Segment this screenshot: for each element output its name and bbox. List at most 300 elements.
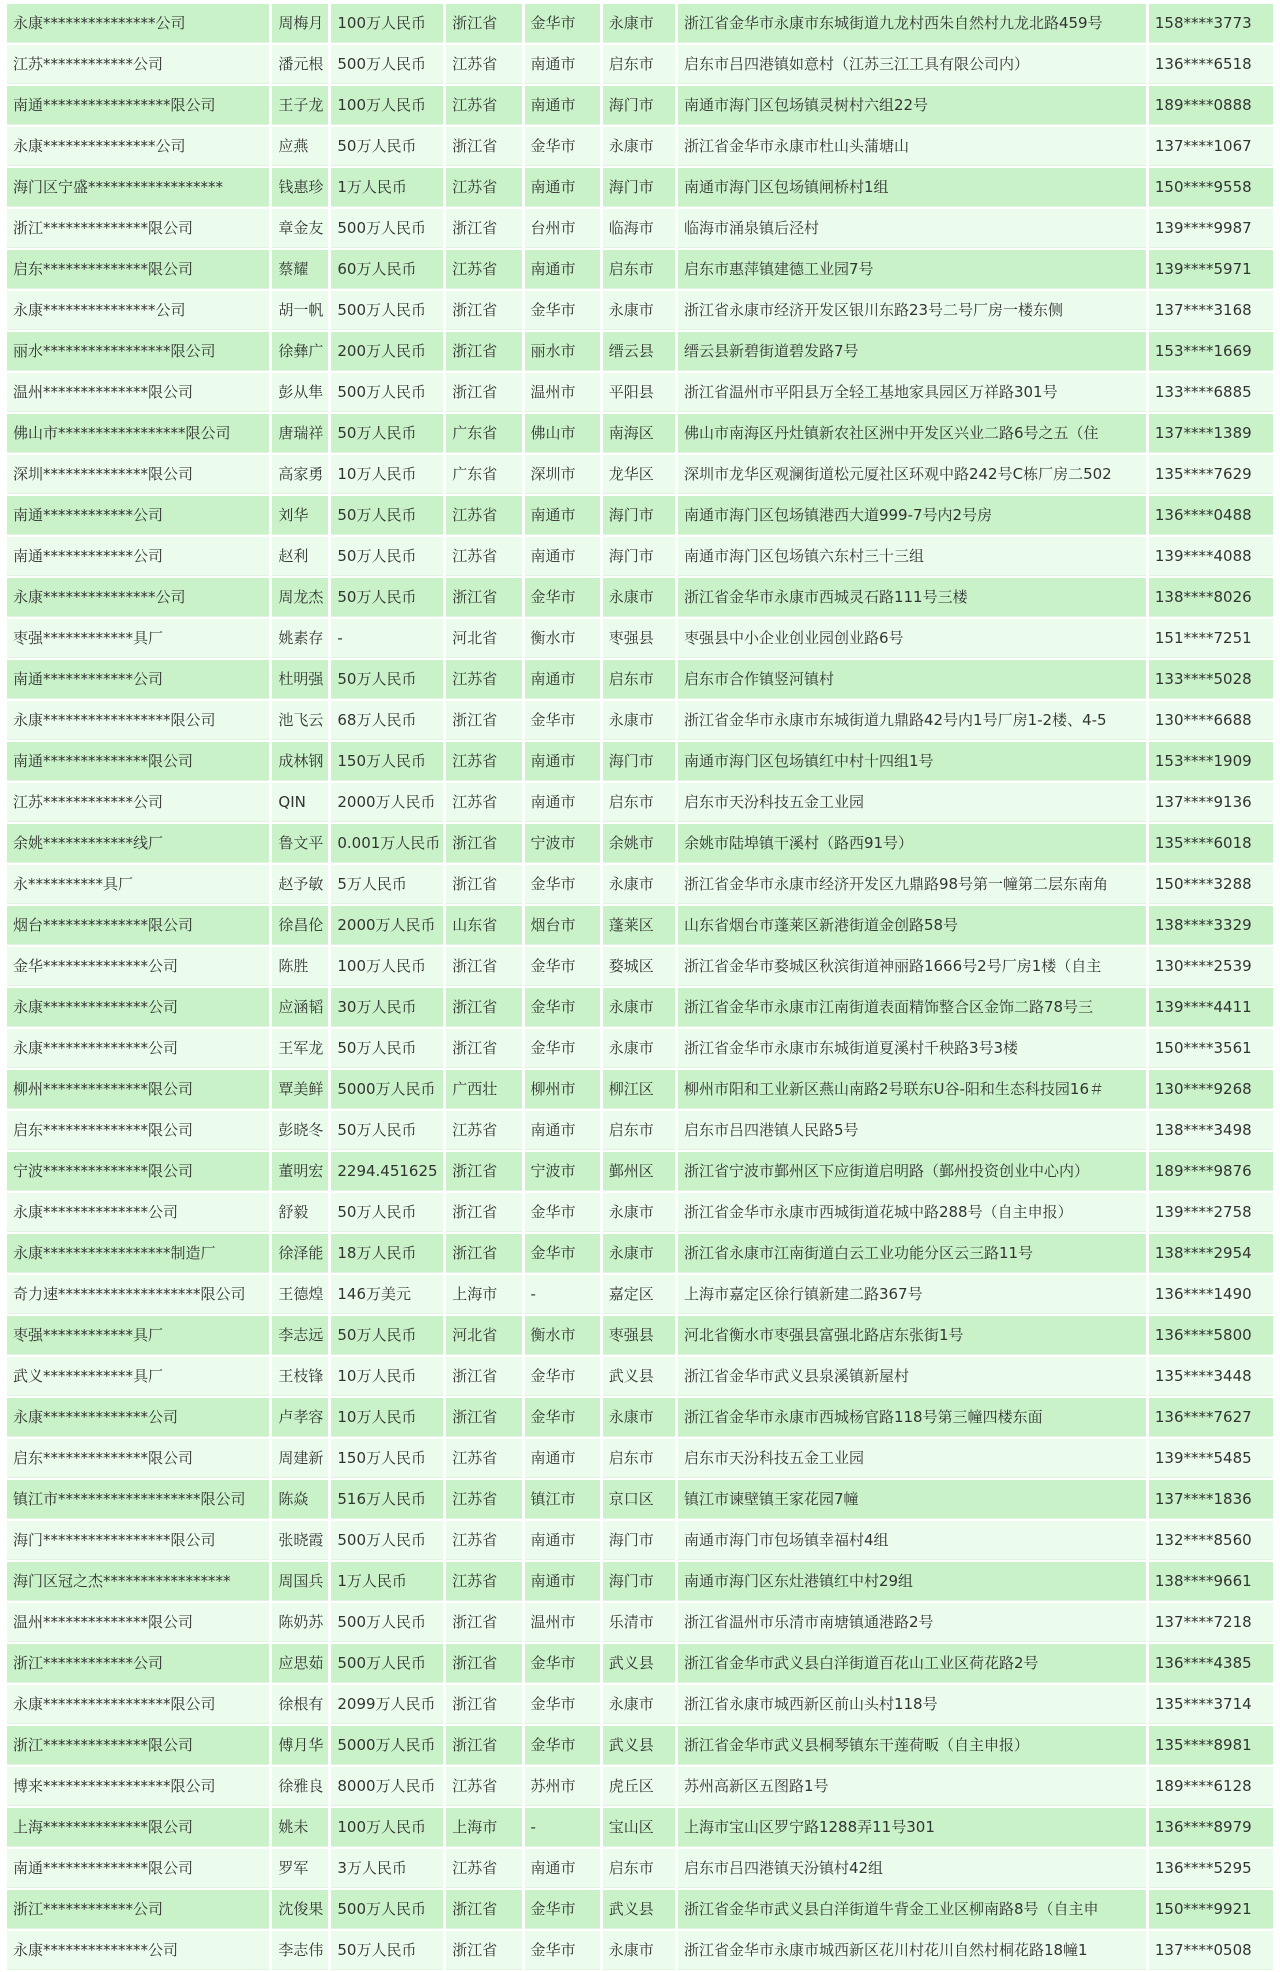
address-cell: 缙云县新碧街道碧发路7号: [678, 332, 1146, 371]
table-row: [7, 1644, 1273, 1683]
address-cell: 启东市天汾科技五金工业园: [678, 783, 1146, 822]
address-cell: 浙江省永康市江南街道白云工业功能分区云三路11号: [678, 1234, 1146, 1273]
city-cell: 烟台市: [525, 906, 600, 945]
contact-person-cell: 徐泽能: [272, 1234, 328, 1273]
contact-person-cell: 应涵韬: [272, 988, 328, 1027]
phone-cell: 139****5971: [1149, 250, 1273, 289]
phone-cell: 136****8979: [1149, 1808, 1273, 1847]
registered-capital-cell: 1万人民币: [331, 1562, 443, 1601]
address-cell: 启东市吕四港镇如意村（江苏三江工具有限公司内）: [678, 45, 1146, 84]
city-cell: 金华市: [525, 865, 600, 904]
table-row: [7, 619, 1273, 658]
phone-cell: 136****7627: [1149, 1398, 1273, 1437]
district-cell: 海门市: [603, 1562, 675, 1601]
table-row: [7, 1234, 1273, 1273]
company-name-cell: 枣强************具厂: [7, 619, 269, 658]
table-row: [7, 1849, 1273, 1888]
table-row: [7, 4, 1273, 43]
city-cell: 柳州市: [525, 1070, 600, 1109]
table-row: [7, 1029, 1273, 1068]
province-cell: 浙江省: [446, 865, 521, 904]
city-cell: 苏州市: [525, 1767, 600, 1806]
registered-capital-cell: 1万人民币: [331, 168, 443, 207]
province-cell: 广西壮: [446, 1070, 521, 1109]
phone-cell: 135****6018: [1149, 824, 1273, 863]
registered-capital-cell: 2294.451625: [331, 1152, 443, 1191]
province-cell: 江苏省: [446, 250, 521, 289]
table-body: [7, 4, 1273, 1970]
phone-cell: 137****7218: [1149, 1603, 1273, 1642]
company-name-cell: 江苏************公司: [7, 45, 269, 84]
phone-cell: 139****2758: [1149, 1193, 1273, 1232]
city-cell: 南通市: [525, 496, 600, 535]
province-cell: 江苏省: [446, 1767, 521, 1806]
table-row: [7, 1931, 1273, 1970]
registered-capital-cell: 100万人民币: [331, 86, 443, 125]
table-row: [7, 250, 1273, 289]
phone-cell: 130****6688: [1149, 701, 1273, 740]
district-cell: 余姚市: [603, 824, 675, 863]
contact-person-cell: QIN: [272, 783, 328, 822]
registered-capital-cell: 50万人民币: [331, 1316, 443, 1355]
district-cell: 海门市: [603, 86, 675, 125]
table-row: [7, 127, 1273, 166]
city-cell: 金华市: [525, 4, 600, 43]
province-cell: 江苏省: [446, 496, 521, 535]
registered-capital-cell: 50万人民币: [331, 1931, 443, 1970]
contact-person-cell: 赵利: [272, 537, 328, 576]
address-cell: 浙江省永康市经济开发区银川东路23号二号厂房一楼东侧: [678, 291, 1146, 330]
address-cell: 浙江省金华市武义县白洋街道牛背金工业区柳南路8号（自主申: [678, 1890, 1146, 1929]
district-cell: 启东市: [603, 783, 675, 822]
city-cell: 南通市: [525, 1849, 600, 1888]
district-cell: 海门市: [603, 168, 675, 207]
province-cell: 江苏省: [446, 1849, 521, 1888]
address-cell: 河北省衡水市枣强县富强北路店东张街1号: [678, 1316, 1146, 1355]
table-row: [7, 1480, 1273, 1519]
contact-person-cell: 赵予敏: [272, 865, 328, 904]
registered-capital-cell: 5000万人民币: [331, 1726, 443, 1765]
phone-cell: 136****5800: [1149, 1316, 1273, 1355]
contact-person-cell: 章金友: [272, 209, 328, 248]
table-row: [7, 1685, 1273, 1724]
contact-person-cell: 周梅月: [272, 4, 328, 43]
table-row: [7, 1562, 1273, 1601]
phone-cell: 150****9921: [1149, 1890, 1273, 1929]
city-cell: 南通市: [525, 660, 600, 699]
district-cell: 龙华区: [603, 455, 675, 494]
district-cell: 武义县: [603, 1644, 675, 1683]
contact-person-cell: 钱惠珍: [272, 168, 328, 207]
province-cell: 江苏省: [446, 660, 521, 699]
table-row: [7, 332, 1273, 371]
contact-person-cell: 蔡耀: [272, 250, 328, 289]
table-row: [7, 1726, 1273, 1765]
contact-person-cell: 彭从隼: [272, 373, 328, 412]
registered-capital-cell: 50万人民币: [331, 1193, 443, 1232]
city-cell: 宁波市: [525, 824, 600, 863]
table-row: [7, 86, 1273, 125]
address-cell: 南通市海门区包场镇红中村十四组1号: [678, 742, 1146, 781]
address-cell: 镇江市谏壁镇王家花园7幢: [678, 1480, 1146, 1519]
province-cell: 上海市: [446, 1808, 521, 1847]
address-cell: 深圳市龙华区观澜街道松元厦社区环观中路242号C栋厂房二502: [678, 455, 1146, 494]
contact-person-cell: 王德煌: [272, 1275, 328, 1314]
address-cell: 浙江省温州市乐清市南塘镇通港路2号: [678, 1603, 1146, 1642]
phone-cell: 150****3288: [1149, 865, 1273, 904]
city-cell: 镇江市: [525, 1480, 600, 1519]
registered-capital-cell: 2000万人民币: [331, 906, 443, 945]
province-cell: 浙江省: [446, 578, 521, 617]
phone-cell: 139****4088: [1149, 537, 1273, 576]
company-name-cell: 江苏************公司: [7, 783, 269, 822]
province-cell: 浙江省: [446, 373, 521, 412]
province-cell: 浙江省: [446, 701, 521, 740]
city-cell: 南通市: [525, 1439, 600, 1478]
address-cell: 浙江省金华市永康市东城街道夏溪村千秧路3号3楼: [678, 1029, 1146, 1068]
district-cell: 永康市: [603, 127, 675, 166]
district-cell: 启东市: [603, 660, 675, 699]
contact-person-cell: 潘元根: [272, 45, 328, 84]
contact-person-cell: 鲁文平: [272, 824, 328, 863]
registered-capital-cell: 500万人民币: [331, 1521, 443, 1560]
province-cell: 浙江省: [446, 1152, 521, 1191]
registered-capital-cell: 516万人民币: [331, 1480, 443, 1519]
province-cell: 浙江省: [446, 988, 521, 1027]
company-name-cell: 丽水*****************限公司: [7, 332, 269, 371]
address-cell: 山东省烟台市蓬莱区新港街道金创路58号: [678, 906, 1146, 945]
company-name-cell: 武义************具厂: [7, 1357, 269, 1396]
city-cell: 南通市: [525, 742, 600, 781]
city-cell: 衡水市: [525, 1316, 600, 1355]
phone-cell: 133****6885: [1149, 373, 1273, 412]
registered-capital-cell: 10万人民币: [331, 1398, 443, 1437]
province-cell: 江苏省: [446, 1521, 521, 1560]
address-cell: 浙江省金华市永康市杜山头蒲塘山: [678, 127, 1146, 166]
company-name-cell: 永康**************公司: [7, 988, 269, 1027]
company-name-cell: 启东**************限公司: [7, 1111, 269, 1150]
phone-cell: 137****3168: [1149, 291, 1273, 330]
table-row: [7, 1398, 1273, 1437]
phone-cell: 158****3773: [1149, 4, 1273, 43]
phone-cell: 137****1067: [1149, 127, 1273, 166]
phone-cell: 138****9661: [1149, 1562, 1273, 1601]
registered-capital-cell: 150万人民币: [331, 1439, 443, 1478]
contact-person-cell: 徐昌伦: [272, 906, 328, 945]
city-cell: 金华市: [525, 1234, 600, 1273]
company-name-cell: 永康*****************限公司: [7, 1685, 269, 1724]
province-cell: 江苏省: [446, 45, 521, 84]
table-row: [7, 742, 1273, 781]
registered-capital-cell: 50万人民币: [331, 537, 443, 576]
phone-cell: 153****1909: [1149, 742, 1273, 781]
registered-capital-cell: 100万人民币: [331, 947, 443, 986]
registered-capital-cell: 500万人民币: [331, 209, 443, 248]
registered-capital-cell: 50万人民币: [331, 496, 443, 535]
address-cell: 浙江省金华市永康市城西新区花川村花川自然村桐花路18幢1: [678, 1931, 1146, 1970]
registered-capital-cell: 50万人民币: [331, 127, 443, 166]
address-cell: 南通市海门区包场镇闸桥村1组: [678, 168, 1146, 207]
contact-person-cell: 罗军: [272, 1849, 328, 1888]
phone-cell: 132****8560: [1149, 1521, 1273, 1560]
registered-capital-cell: 60万人民币: [331, 250, 443, 289]
district-cell: 武义县: [603, 1890, 675, 1929]
company-name-cell: 永**********具厂: [7, 865, 269, 904]
table-row: [7, 414, 1273, 453]
phone-cell: 139****5485: [1149, 1439, 1273, 1478]
company-name-cell: 宁波**************限公司: [7, 1152, 269, 1191]
company-name-cell: 温州**************限公司: [7, 373, 269, 412]
province-cell: 浙江省: [446, 1890, 521, 1929]
address-cell: 柳州市阳和工业新区燕山南路2号联东U谷-阳和生态科技园16＃: [678, 1070, 1146, 1109]
province-cell: 广东省: [446, 455, 521, 494]
city-cell: 南通市: [525, 250, 600, 289]
company-name-cell: 镇江市*******************限公司: [7, 1480, 269, 1519]
contact-person-cell: 陈奶苏: [272, 1603, 328, 1642]
address-cell: 浙江省金华市永康市西城杨官路118号第三幢四楼东面: [678, 1398, 1146, 1437]
city-cell: 温州市: [525, 1603, 600, 1642]
province-cell: 浙江省: [446, 1357, 521, 1396]
district-cell: 永康市: [603, 1234, 675, 1273]
province-cell: 浙江省: [446, 127, 521, 166]
contact-person-cell: 王子龙: [272, 86, 328, 125]
table-row: [7, 168, 1273, 207]
contact-person-cell: 徐雅良: [272, 1767, 328, 1806]
address-cell: 浙江省金华市永康市经济开发区九鼎路98号第一幢第二层东南角: [678, 865, 1146, 904]
phone-cell: 137****0508: [1149, 1931, 1273, 1970]
province-cell: 江苏省: [446, 1480, 521, 1519]
city-cell: 南通市: [525, 783, 600, 822]
province-cell: 河北省: [446, 1316, 521, 1355]
table-row: [7, 906, 1273, 945]
table-row: [7, 1521, 1273, 1560]
contact-person-cell: 徐根有: [272, 1685, 328, 1724]
table-row: [7, 1275, 1273, 1314]
province-cell: 浙江省: [446, 291, 521, 330]
district-cell: 启东市: [603, 1439, 675, 1478]
table-row: [7, 578, 1273, 617]
phone-cell: 153****1669: [1149, 332, 1273, 371]
province-cell: 江苏省: [446, 783, 521, 822]
province-cell: 江苏省: [446, 168, 521, 207]
phone-cell: 138****3329: [1149, 906, 1273, 945]
table-row: [7, 1890, 1273, 1929]
district-cell: 海门市: [603, 1521, 675, 1560]
table-row: [7, 1152, 1273, 1191]
contact-person-cell: 陈焱: [272, 1480, 328, 1519]
city-cell: 金华市: [525, 1357, 600, 1396]
address-cell: 浙江省永康市城西新区前山头村118号: [678, 1685, 1146, 1724]
registered-capital-cell: 200万人民币: [331, 332, 443, 371]
city-cell: 金华市: [525, 1029, 600, 1068]
district-cell: 海门市: [603, 496, 675, 535]
table-row: [7, 660, 1273, 699]
district-cell: 临海市: [603, 209, 675, 248]
district-cell: 永康市: [603, 1398, 675, 1437]
company-name-cell: 南通**************限公司: [7, 742, 269, 781]
phone-cell: 138****8026: [1149, 578, 1273, 617]
table-row: [7, 1603, 1273, 1642]
province-cell: 江苏省: [446, 86, 521, 125]
table-row: [7, 537, 1273, 576]
phone-cell: 135****7629: [1149, 455, 1273, 494]
city-cell: 金华市: [525, 701, 600, 740]
registered-capital-cell: 8000万人民币: [331, 1767, 443, 1806]
province-cell: 浙江省: [446, 209, 521, 248]
registered-capital-cell: 5000万人民币: [331, 1070, 443, 1109]
registered-capital-cell: 5万人民币: [331, 865, 443, 904]
city-cell: 台州市: [525, 209, 600, 248]
registered-capital-cell: -: [331, 619, 443, 658]
address-cell: 浙江省金华市永康市江南街道表面精饰整合区金饰二路78号三: [678, 988, 1146, 1027]
district-cell: 启东市: [603, 250, 675, 289]
address-cell: 浙江省金华市永康市西城灵石路111号三楼: [678, 578, 1146, 617]
district-cell: 启东市: [603, 1111, 675, 1150]
company-name-cell: 浙江**************限公司: [7, 1726, 269, 1765]
city-cell: -: [525, 1808, 600, 1847]
contact-person-cell: 李志远: [272, 1316, 328, 1355]
province-cell: 广东省: [446, 414, 521, 453]
phone-cell: 189****6128: [1149, 1767, 1273, 1806]
company-name-cell: 烟台**************限公司: [7, 906, 269, 945]
address-cell: 启东市吕四港镇人民路5号: [678, 1111, 1146, 1150]
province-cell: 浙江省: [446, 1603, 521, 1642]
company-name-cell: 浙江**************限公司: [7, 209, 269, 248]
table-row: [7, 291, 1273, 330]
registered-capital-cell: 150万人民币: [331, 742, 443, 781]
company-name-cell: 永康**************公司: [7, 1193, 269, 1232]
company-name-cell: 佛山市*****************限公司: [7, 414, 269, 453]
address-cell: 启东市合作镇竖河镇村: [678, 660, 1146, 699]
district-cell: 蓬莱区: [603, 906, 675, 945]
province-cell: 浙江省: [446, 1029, 521, 1068]
phone-cell: 138****3498: [1149, 1111, 1273, 1150]
registered-capital-cell: 500万人民币: [331, 373, 443, 412]
city-cell: -: [525, 1275, 600, 1314]
phone-cell: 130****2539: [1149, 947, 1273, 986]
city-cell: 金华市: [525, 578, 600, 617]
phone-cell: 135****3714: [1149, 1685, 1273, 1724]
company-name-cell: 奇力速*******************限公司: [7, 1275, 269, 1314]
phone-cell: 137****1389: [1149, 414, 1273, 453]
address-cell: 南通市海门区包场镇灵树村六组22号: [678, 86, 1146, 125]
city-cell: 衡水市: [525, 619, 600, 658]
city-cell: 金华市: [525, 127, 600, 166]
district-cell: 海门市: [603, 537, 675, 576]
address-cell: 启东市天汾科技五金工业园: [678, 1439, 1146, 1478]
province-cell: 浙江省: [446, 1644, 521, 1683]
address-cell: 浙江省金华市武义县白洋街道百花山工业区荷花路2号: [678, 1644, 1146, 1683]
address-cell: 启东市惠萍镇建德工业园7号: [678, 250, 1146, 289]
company-table: [4, 2, 1276, 1972]
district-cell: 永康市: [603, 1685, 675, 1724]
contact-person-cell: 周龙杰: [272, 578, 328, 617]
district-cell: 武义县: [603, 1357, 675, 1396]
table-row: [7, 1767, 1273, 1806]
registered-capital-cell: 50万人民币: [331, 1111, 443, 1150]
company-name-cell: 南通*****************限公司: [7, 86, 269, 125]
city-cell: 佛山市: [525, 414, 600, 453]
company-name-cell: 永康***************公司: [7, 127, 269, 166]
district-cell: 永康市: [603, 865, 675, 904]
company-name-cell: 南通**************限公司: [7, 1849, 269, 1888]
registered-capital-cell: 3万人民币: [331, 1849, 443, 1888]
city-cell: 南通市: [525, 1562, 600, 1601]
district-cell: 婺城区: [603, 947, 675, 986]
registered-capital-cell: 500万人民币: [331, 1603, 443, 1642]
company-name-cell: 永康*****************限公司: [7, 701, 269, 740]
city-cell: 金华市: [525, 1726, 600, 1765]
company-name-cell: 浙江************公司: [7, 1890, 269, 1929]
city-cell: 金华市: [525, 1644, 600, 1683]
phone-cell: 151****7251: [1149, 619, 1273, 658]
phone-cell: 136****5295: [1149, 1849, 1273, 1888]
district-cell: 启东市: [603, 1849, 675, 1888]
company-name-cell: 上海**************限公司: [7, 1808, 269, 1847]
city-cell: 深圳市: [525, 455, 600, 494]
city-cell: 南通市: [525, 45, 600, 84]
city-cell: 南通市: [525, 537, 600, 576]
table-row: [7, 1808, 1273, 1847]
company-name-cell: 永康**************公司: [7, 1029, 269, 1068]
phone-cell: 137****1836: [1149, 1480, 1273, 1519]
city-cell: 温州市: [525, 373, 600, 412]
registered-capital-cell: 500万人民币: [331, 1890, 443, 1929]
city-cell: 南通市: [525, 168, 600, 207]
district-cell: 鄞州区: [603, 1152, 675, 1191]
phone-cell: 130****9268: [1149, 1070, 1273, 1109]
company-name-cell: 南通************公司: [7, 496, 269, 535]
phone-cell: 136****4385: [1149, 1644, 1273, 1683]
contact-person-cell: 傅月华: [272, 1726, 328, 1765]
province-cell: 浙江省: [446, 1931, 521, 1970]
address-cell: 启东市吕四港镇天汾镇村42组: [678, 1849, 1146, 1888]
address-cell: 苏州高新区五图路1号: [678, 1767, 1146, 1806]
contact-person-cell: 舒毅: [272, 1193, 328, 1232]
province-cell: 浙江省: [446, 1685, 521, 1724]
province-cell: 浙江省: [446, 1193, 521, 1232]
contact-person-cell: 高家勇: [272, 455, 328, 494]
contact-person-cell: 应燕: [272, 127, 328, 166]
company-name-cell: 海门区宁盛******************: [7, 168, 269, 207]
company-name-cell: 深圳**************限公司: [7, 455, 269, 494]
contact-person-cell: 姚未: [272, 1808, 328, 1847]
table-row: [7, 1316, 1273, 1355]
table-row: [7, 373, 1273, 412]
registered-capital-cell: 100万人民币: [331, 1808, 443, 1847]
province-cell: 浙江省: [446, 332, 521, 371]
company-name-cell: 启东**************限公司: [7, 1439, 269, 1478]
district-cell: 虎丘区: [603, 1767, 675, 1806]
contact-person-cell: 周国兵: [272, 1562, 328, 1601]
district-cell: 枣强县: [603, 1316, 675, 1355]
phone-cell: 139****9987: [1149, 209, 1273, 248]
province-cell: 江苏省: [446, 1439, 521, 1478]
company-name-cell: 南通************公司: [7, 660, 269, 699]
company-name-cell: 枣强************具厂: [7, 1316, 269, 1355]
province-cell: 浙江省: [446, 4, 521, 43]
table-row: [7, 701, 1273, 740]
table-row: [7, 1070, 1273, 1109]
district-cell: 枣强县: [603, 619, 675, 658]
district-cell: 永康市: [603, 1193, 675, 1232]
address-cell: 枣强县中小企业创业园创业路6号: [678, 619, 1146, 658]
contact-person-cell: 王军龙: [272, 1029, 328, 1068]
district-cell: 海门市: [603, 742, 675, 781]
registered-capital-cell: 50万人民币: [331, 1029, 443, 1068]
contact-person-cell: 姚素存: [272, 619, 328, 658]
phone-cell: 139****4411: [1149, 988, 1273, 1027]
